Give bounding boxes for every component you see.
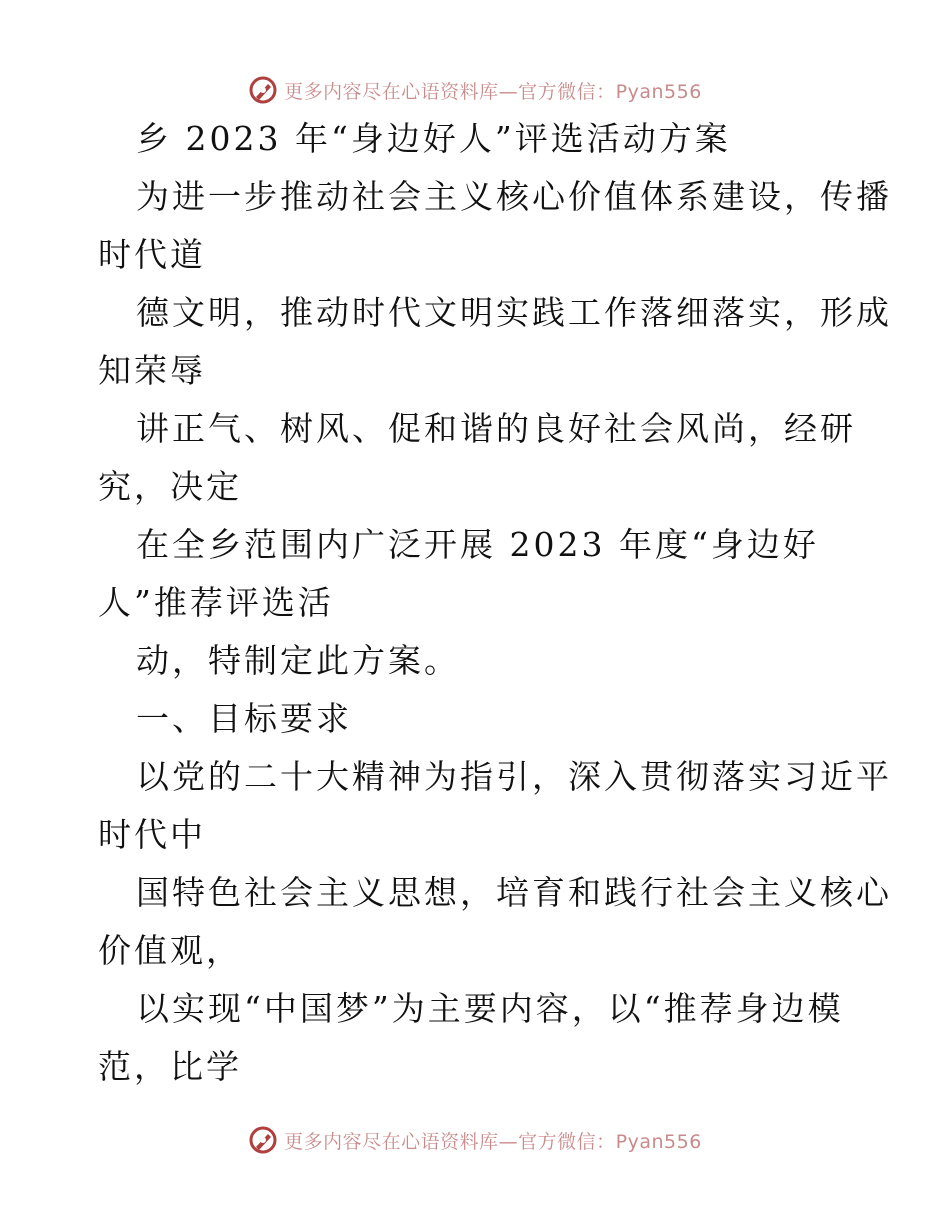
paragraph-line: 德文明，推动时代文明实践工作落细落实，形成 <box>136 293 892 332</box>
footer-watermark-text: 更多内容尽在心语资料库—官方微信：Pyan556 <box>284 1130 702 1153</box>
header-watermark-banner <box>0 70 950 110</box>
pen-circle-logo-icon <box>248 1125 278 1155</box>
paragraph-line: 以党的二十大精神为指引，深入贯彻落实习近平 <box>136 757 892 796</box>
header-watermark-text: 更多内容尽在心语资料库—官方微信：Pyan556 <box>284 80 702 103</box>
section-heading: 一、目标要求 <box>136 699 352 738</box>
paragraph-line: 讲正气、树风、促和谐的良好社会风尚，经研 <box>136 409 856 448</box>
paragraph-line: 范，比学 <box>98 1047 242 1086</box>
pen-circle-logo-icon <box>248 75 278 105</box>
paragraph-line: 人”推荐评选活 <box>98 583 334 622</box>
footer-watermark-banner <box>0 1120 950 1160</box>
paragraph-line: 知荣辱 <box>98 351 206 390</box>
paragraph-line: 动，特制定此方案。 <box>136 641 460 680</box>
paragraph-line: 时代道 <box>98 235 206 274</box>
paragraph-line: 为进一步推动社会主义核心价值体系建设，传播 <box>136 177 892 216</box>
document-title: 乡 2023 年“身边好人”评选活动方案 <box>136 119 731 158</box>
paragraph-line: 究，决定 <box>98 467 242 506</box>
paragraph-line: 国特色社会主义思想，培育和践行社会主义核心 <box>136 873 892 912</box>
paragraph-line: 时代中 <box>98 815 206 854</box>
paragraph-line: 以实现“中国梦”为主要内容，以“推荐身边模 <box>136 989 844 1028</box>
paragraph-line: 在全乡范围内广泛开展 2023 年度“身边好 <box>136 525 819 564</box>
paragraph-line: 价值观， <box>98 931 242 970</box>
